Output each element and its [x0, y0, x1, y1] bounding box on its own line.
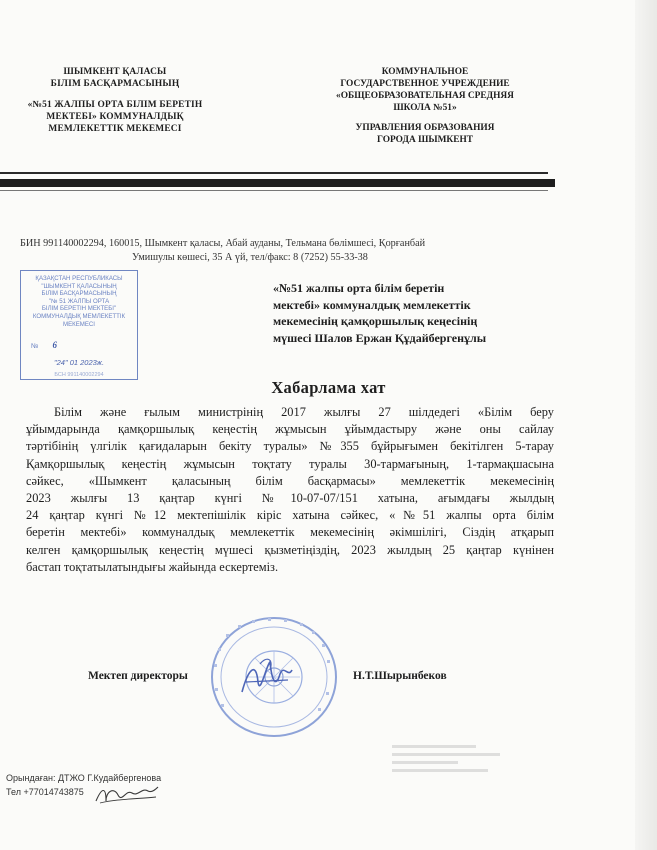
stamp-bin: БСН 991140002294 — [54, 372, 104, 379]
header-left-line: ШЫМКЕНТ ҚАЛАСЫ — [63, 67, 167, 77]
header-divider-hairline — [0, 190, 548, 191]
header-right-line: ГОСУДАРСТВЕННОЕ УЧРЕЖДЕНИЕ — [340, 79, 510, 89]
body-line: 2023 жылғы 13 қаңтар күнгі №10-07-07/151 хатына, ағымдағы жылдың — [26, 491, 554, 506]
phone-line: Тел +77014743875 — [6, 787, 84, 797]
header-left-line: «№51 ЖАЛПЫ ОРТА БІЛІМ БЕРЕТІН — [27, 100, 203, 110]
letter-body — [26, 404, 554, 576]
stamp-line: МЕКЕМЕСІ — [63, 320, 95, 328]
header-divider-thin — [0, 172, 548, 174]
header-right-line: «ОБЩЕОБРАЗОВАТЕЛЬНАЯ СРЕДНЯЯ — [336, 91, 514, 101]
address-line: Умишулы көшесі, 35 А үй, тел/факс: 8 (7252) 55-33-38 — [132, 252, 368, 263]
body-line: 24 қаңтар күнгі №12 мектепішілік кіріс хатына сәйкес, «№51 жалпы орта білім — [26, 508, 554, 523]
body-line: ұйымдарында қамқоршылық кеңестің жұмысын ұйымдастыру және оны сайлау — [26, 422, 554, 437]
signatory-title: Мектеп директоры — [88, 670, 188, 682]
stamp-number: № 6 — [31, 340, 58, 351]
executor-signature — [92, 781, 162, 809]
stamp-number-value: 6 — [52, 340, 58, 351]
address-line: БИН 991140002294, 160015, Шымкент қаласы, Абай ауданы, Тельмана бөлімшесі, Қорғанбай — [20, 238, 426, 249]
registration-stamp — [20, 270, 138, 380]
header-left-line: БІЛІМ БАСҚАРМАСЫНЫҢ — [50, 79, 180, 89]
body-line: бастап тоқтатылатындығы жайында ескертеміз. — [26, 559, 279, 574]
body-line: тәртібінің үлгілік қағидаларын бекіту туралы» №355 бұйрығымен бекітілген 5-тарау — [26, 439, 554, 454]
addressee-line: мектебі» коммуналдық мемлекеттік — [273, 297, 471, 312]
header-right-line: ГОРОДА ШЫМКЕНТ — [376, 135, 474, 145]
header-right-line: ШКОЛА №51» — [393, 103, 457, 113]
body-line: келген қамқоршылық кеңестің мүшесі қызметіңіздің, 2023 жылдың 25 қаңтар күнінен — [26, 542, 554, 557]
stamp-line: КОММУНАЛДЫҚ МЕМЛЕКЕТТІК — [32, 312, 126, 320]
address-block — [20, 237, 580, 265]
addressee-line: мекемесінің қамқоршылық кеңесінің — [273, 314, 478, 328]
addressee-line: мүшесі Шалов Ержан Құдайбергенұлы — [273, 330, 487, 345]
addressee-line: «№51 жалпы орта білім беретін — [273, 281, 445, 295]
document-title: Хабарлама хат — [271, 378, 386, 397]
header-right-line: УПРАВЛЕНИЯ ОБРАЗОВАНИЯ — [355, 123, 495, 133]
header-left-line: МЕКТЕБІ» КОММУНАЛДЫҚ — [46, 112, 184, 122]
header-right-line: КОММУНАЛЬНОЕ — [381, 67, 469, 77]
header-divider-thick — [0, 179, 555, 187]
stamp-line: БІЛІМ БАСҚАРМАСЫНЫҢ — [41, 290, 117, 298]
stamp-date: "24" 01 2023ж. — [53, 357, 105, 367]
body-line: сәйкес, «Шымкент қаласының білім басқармасы» мемлекеттік мекемесінің — [26, 473, 554, 488]
stamp-line: "№ 51 ЖАЛПЫ ОРТА — [48, 297, 110, 305]
stamp-line: "ШЫМКЕНТ ҚАЛАСЫНЫҢ — [41, 282, 117, 290]
executor-line: Орындаған: ДТЖО Г.Кудайбергенова — [6, 773, 162, 783]
director-signature — [236, 652, 298, 704]
body-line: беретін мектебі» коммуналдық мемлекеттік мекемесінің әкімшілігі, Сіздің атқарып — [26, 525, 554, 540]
body-line: Қамқоршылық кеңестің жұмысын тоқтату туралы 30-тармағының, 1-тармақшасына — [26, 456, 554, 471]
header-russian — [310, 66, 540, 146]
stamp-line: ҚАЗАҚСТАН РЕСПУБЛИКАСЫ — [35, 275, 123, 282]
signatory-name: Н.Т.Шырынбеков — [353, 670, 447, 682]
stamp-line: БІЛІМ БЕРЕТІН МЕКТЕБІ" — [41, 305, 117, 313]
scan-artifact — [392, 740, 512, 780]
addressee-block — [273, 280, 573, 346]
header-left-line: МЕМЛЕКЕТТІК МЕКЕМЕСІ — [48, 124, 182, 134]
body-line: Білім және ғылым министрінің 2017 жылғы 27 шілдедегі «Білім беру — [54, 405, 554, 419]
header-kazakh — [10, 66, 220, 135]
scan-edge — [635, 0, 657, 850]
